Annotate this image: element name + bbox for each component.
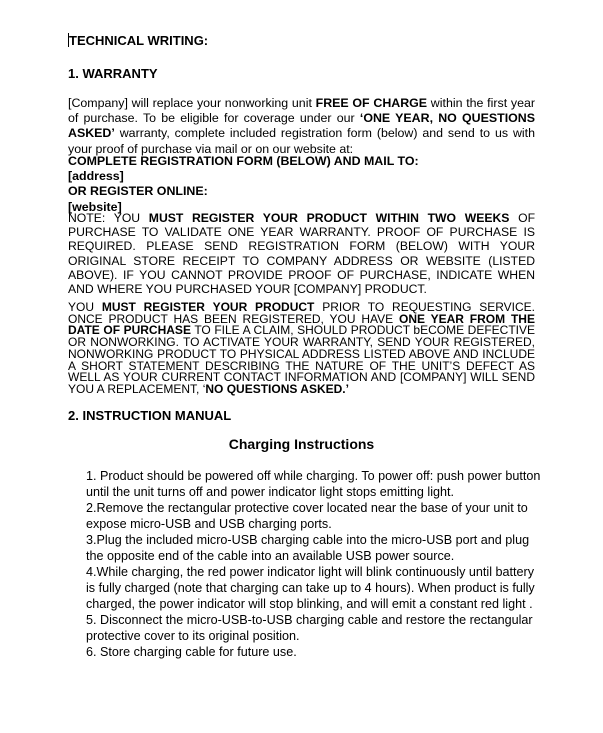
warranty-intro[interactable]: [Company] will replace your nonworking unit FREE OF CHARGE within the first year of purchase. To be eligible for coverage under our ‘ONE YEAR, NO QUESTIONS ASKED’ warranty, complete included registration form (below) and send to us with your proof of purchase via mail or on our website at: bbox=[68, 96, 535, 156]
warranty-heading: 1. WARRANTY bbox=[68, 66, 158, 81]
registration-block bbox=[68, 154, 535, 215]
online-instruction: OR REGISTER ONLINE: bbox=[68, 184, 208, 199]
address-placeholder: [address] bbox=[68, 169, 124, 184]
charging-steps[interactable] bbox=[86, 468, 546, 660]
registration-note[interactable]: NOTE: YOU MUST REGISTER YOUR PRODUCT WITHIN TWO WEEKS OF PURCHASE TO VALIDATE ONE YEAR WARRANTY. PROOF OF PURCHASE IS REQUIRED. PLEASE SEND REGISTRATION FORM (BELOW) WITH YOUR ORIGINAL STORE RECEIPT TO COMPANY ADDRESS OR WEBSITE (LISTED ABOVE). IF YOU CANNOT PROVIDE PROOF OF PURCHASE, INDICATE WHEN AND WHERE YOU PURCHASED YOUR [COMPANY] PRODUCT. bbox=[68, 211, 536, 297]
website-placeholder: [website] bbox=[68, 199, 122, 214]
step-item: 6. Store charging cable for future use. bbox=[86, 645, 297, 659]
step-item: 2.Remove the rectangular protective cover located near the base of your unit to expose micro-USB and USB charging ports. bbox=[86, 501, 528, 531]
step-item: 1. Product should be powered off while charging. To power off: push power button until the unit turns off and power indicator light stops emitting light. bbox=[86, 469, 541, 499]
step-item: 4.While charging, the red power indicator light will blink continuously until battery is fully charged (note that charging can take up to 4 hours). When product is fully charged, the power indicator will stop blinking, and will emit a constant red light . bbox=[86, 565, 535, 611]
charging-instructions-title: Charging Instructions bbox=[228, 436, 375, 452]
document-title: TECHNICAL WRITING: bbox=[69, 33, 209, 48]
step-item: 5. Disconnect the micro-USB-to-USB charging cable and restore the rectangular protective cover to its original position. bbox=[86, 613, 533, 643]
step-item: 3.Plug the included micro-USB charging cable into the micro-USB port and plug the opposite end of the cable into an available USB power source. bbox=[86, 533, 530, 563]
service-paragraph[interactable]: YOU MUST REGISTER YOUR PRODUCT PRIOR TO REQUESTING SERVICE. ONCE PRODUCT HAS BEEN REGISTERED, YOU HAVE ONE YEAR FROM THE DATE OF PURCHASE TO FILE A CLAIM, SHOULD PRODUCT bECOME DEFECTIVE OR NONWORKING. TO ACTIVATE YOUR WARRANTY, SEND YOUR REGISTERED, NONWORKING PRODUCT TO PHYSICAL ADDRESS LISTED ABOVE AND INCLUDE A SHORT STATEMENT DESCRIBING THE NATURE OF THE UNIT’S DEFECT AS WELL AS YOUR CURRENT CONTACT INFORMATION AND [COMPANY] WILL SEND YOU A REPLACEMENT, ‘NO QUESTIONS ASKED.’ bbox=[68, 300, 536, 396]
mail-instruction: COMPLETE REGISTRATION FORM (BELOW) AND MAIL TO: bbox=[68, 154, 419, 168]
instruction-manual-heading: 2. INSTRUCTION MANUAL bbox=[68, 408, 232, 423]
